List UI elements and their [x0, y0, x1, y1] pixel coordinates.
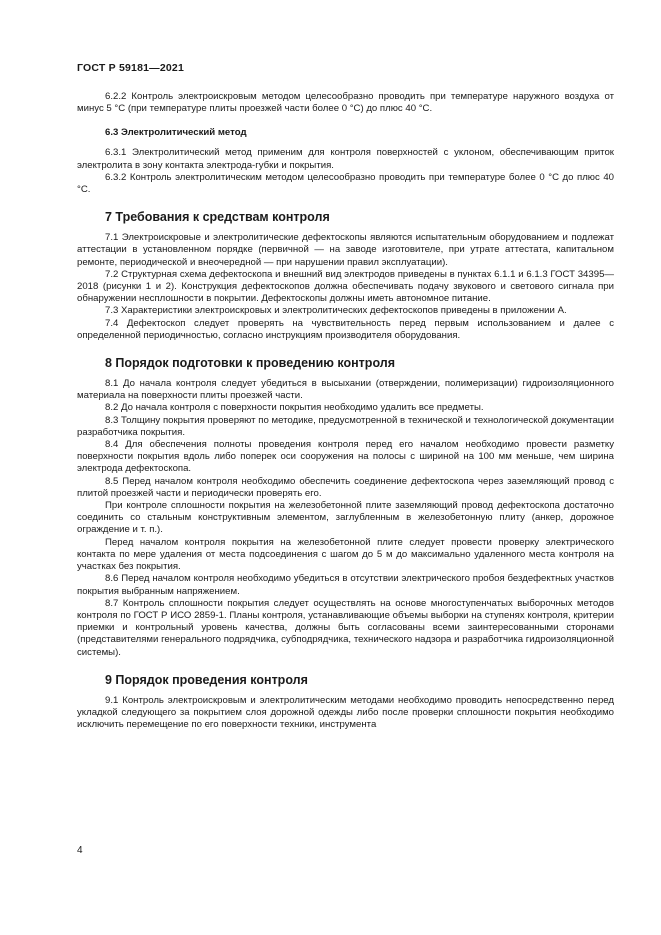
paragraph-8-6: 8.6 Перед началом контроля необходимо убедиться в отсутствии электрического пробоя бездефектных участков покрытия выбранным напряжением. [77, 573, 614, 597]
section-9-heading: 9 Порядок проведения контроля [105, 672, 308, 687]
paragraph-8-4: 8.4 Для обеспечения полноты проведения контроля перед его началом необходимо провести разметку поверхности покрытия вдоль либо поперек оси сооружения на полосы с шириной на 100 мм меньше, чем ширина электрода дефектоскопа. [77, 439, 614, 475]
paragraph-8-1: 8.1 До начала контроля следует убедиться в высыхании (отверждении, полимеризации) гидроизоляционного материала на поверхности плиты проезжей части. [77, 378, 614, 402]
document-header: ГОСТ Р 59181—2021 [77, 62, 185, 74]
paragraph-7-1: 7.1 Электроискровые и электролитические дефектоскопы являются испытательным оборудованием и подлежат аттестации в установленном порядке (первичной — на заводе изготовителе, при утрате аттестата, капитальном ремонте, периодической и внеочередной — при нарушении правил эксплуатации). [77, 232, 614, 268]
section-6-3-heading: 6.3 Электролитический метод [105, 127, 247, 139]
paragraph-6-3-2: 6.3.2 Контроль электролитическим методом целесообразно проводить при температуре более 0 °C до плюс 40 °C. [77, 171, 614, 196]
paragraph-8-5: 8.5 Перед началом контроля необходимо обеспечить соединение дефектоскопа через заземляющий провод с плитой проезжей части и периодически проверять его. [77, 475, 614, 499]
paragraph-8-5-grounding: При контроле сплошности покрытия на железобетонной плите заземляющий провод дефектоскопа достаточно соединить со стальным конструктивным элементом, заглубленным в железобетонную плиту (анкер, дорожное ограждение и т. п.). [77, 500, 614, 536]
paragraph-8-2: 8.2 До начала контроля с поверхности покрытия необходимо удалить все предметы. [105, 402, 484, 414]
paragraph-7-2: 7.2 Структурная схема дефектоскопа и внешний вид электродов приведены в пунктах 6.1.1 и 6.1.3 ГОСТ 34395—2018 (рисунки 1 и 2). Конструкция дефектоскопов должна обеспечивать подачу звукового и светового сигнала при обнаружении несплошности в покрытии. Дефектоскопы должны иметь автономное питание. [77, 268, 614, 305]
page-number: 4 [77, 845, 83, 856]
paragraph-8-7: 8.7 Контроль сплошности покрытия следует осуществлять на основе многоступенчатых выборочных методов контроля по ГОСТ Р ИСО 2859-1. Планы контроля, устанавливающие объемы выборки на ступенях контроля, критерии приемки и контрольный уровень качества, должны быть согласованы всеми заинтересованными сторонами (представителями генерального подрядчика, субподрядчика, технического надзора и разработчика гидроизоляционной системы). [77, 597, 614, 658]
paragraph-7-4: 7.4 Дефектоскоп следует проверять на чувствительность перед первым использованием и далее с определенной периодичностью, согласно инструкциям производителя оборудования. [77, 317, 614, 341]
paragraph-7-3: 7.3 Характеристики электроискровых и электролитических дефектоскопов приведены в приложении А. [105, 305, 567, 317]
paragraph-6-2-2: 6.2.2 Контроль электроискровым методом целесообразно проводить при температуре наружного воздуха от минус 5 °C (при температуре плиты проезжей части более 0 °C) до плюс 40 °C. [77, 91, 614, 115]
document-body [77, 91, 614, 731]
paragraph-6-3-1: 6.3.1 Электролитический метод применим для контроля поверхностей с уклоном, обеспечивающим приток электролита в зону контакта электрода-губки и покрытия. [77, 147, 614, 171]
section-7-heading: 7 Требования к средствам контроля [105, 210, 330, 225]
section-8-heading: 8 Порядок подготовки к проведению контроля [105, 356, 396, 371]
paragraph-8-5-contact-check: Перед началом контроля покрытия на железобетонной плите следует провести проверку электрического контакта по мере удаления от места подсоединения с шагом до 5 м до максимально удаленного места контроля на участках без покрытия. [77, 536, 614, 573]
paragraph-9-1: 9.1 Контроль электроискровым и электролитическим методами необходимо проводить непосредственно перед укладкой следующего за покрытием слоя дорожной одежды либо после проверки сплошности покрытия необходимо исключить перемещение по его поверхности техники, инструмента [77, 694, 614, 731]
paragraph-8-3: 8.3 Толщину покрытия проверяют по методике, предусмотренной в технической и технологической документации разработчика покрытия. [77, 414, 614, 438]
